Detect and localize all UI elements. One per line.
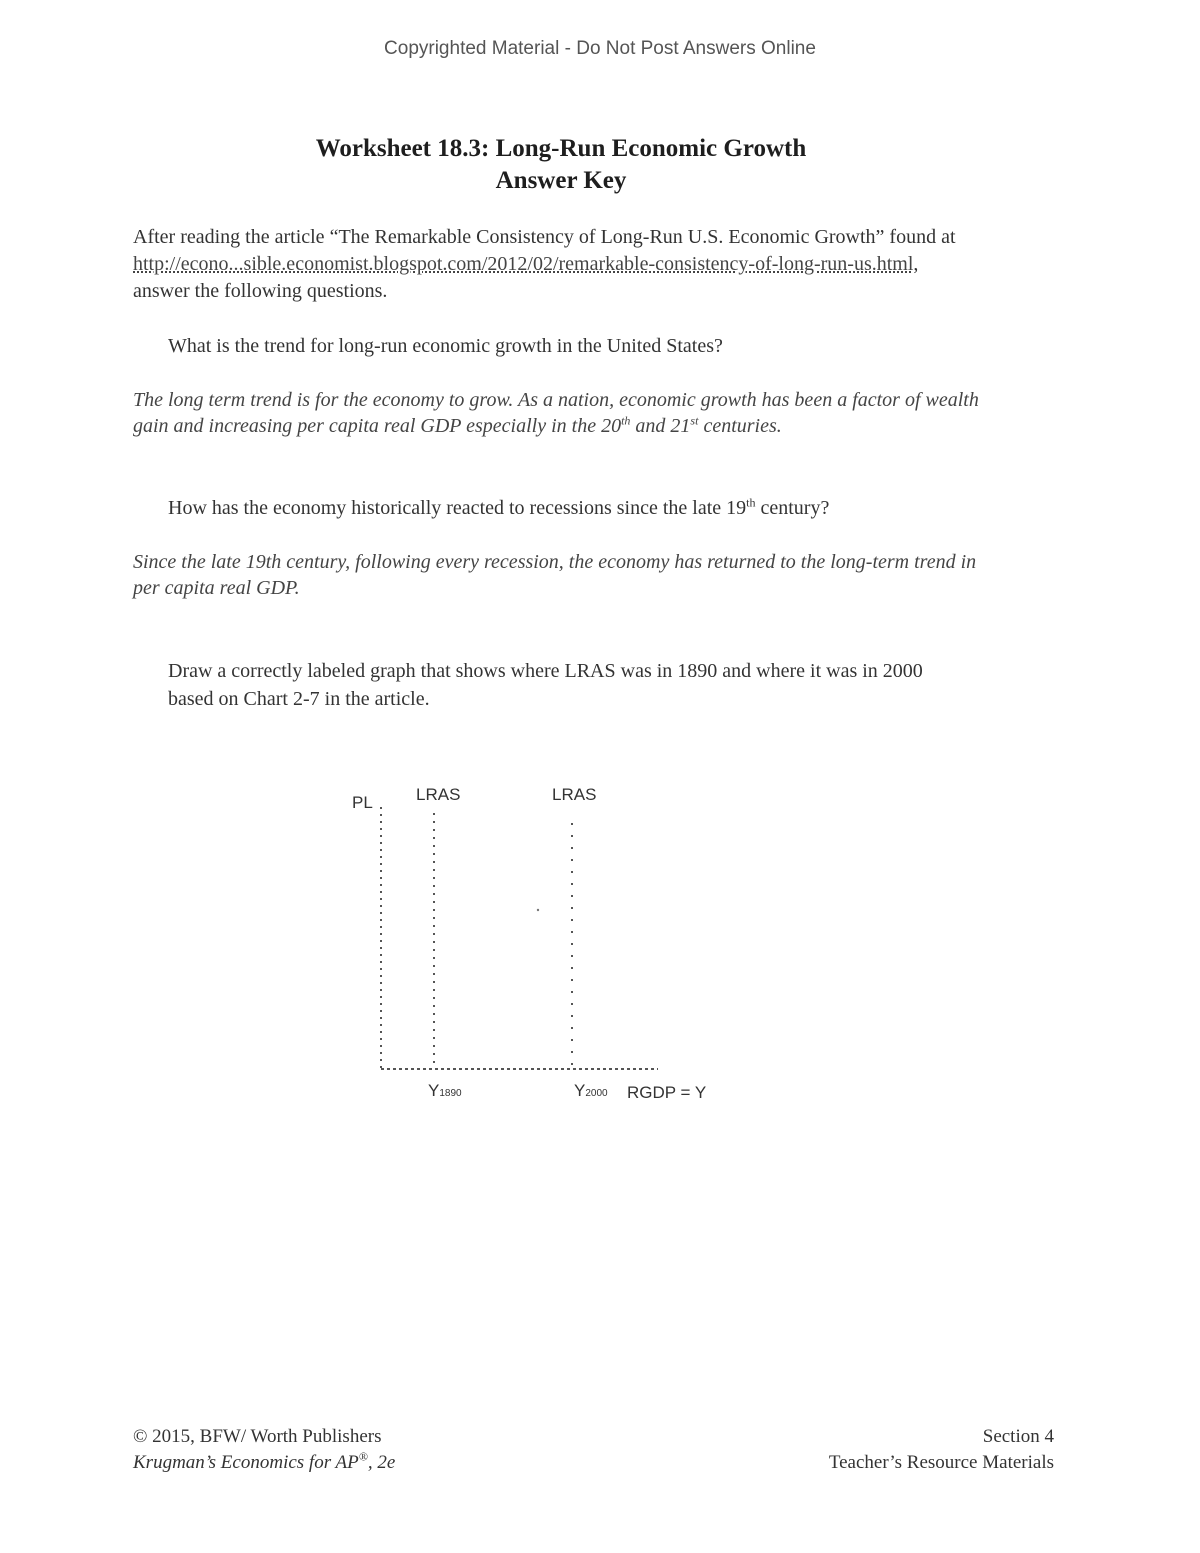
question-2-text-end: century? (755, 497, 830, 519)
answer-1-sup-st: st (690, 413, 699, 428)
x-tick-y2000-sub: 2000 (585, 1088, 608, 1099)
answer-1-text-end: centuries. (698, 415, 782, 437)
copyright-watermark: Copyrighted Material - Do Not Post Answers Online (384, 38, 816, 59)
book-title-line (133, 1450, 395, 1476)
section-label: Section 4 (982, 1426, 1054, 1447)
x-tick-y1890-letter: Y (428, 1081, 440, 1100)
answer-1-text: The long term trend is for the economy to grow. As a nation, economic growth has been a factor of wealth gain and increasing per capita real GDP especially in the 20 (133, 389, 979, 437)
question-3: Draw a correctly labeled graph that shows where LRAS was in 1890 and where it was in 2000 based on Chart 2-7 in the article. (168, 660, 923, 710)
y-axis-label: PL (352, 793, 373, 812)
registered-mark: ® (358, 1449, 368, 1464)
x-axis-label: RGDP = Y (627, 1083, 707, 1102)
intro-text-end: , answer the following questions. (133, 253, 919, 302)
worksheet-title: Worksheet 18.3: Long-Run Economic Growth (315, 135, 807, 162)
article-link[interactable]: http://econo...sible.economist.blogspot.com/2012/02/remarkable-consistency-of-long-run-us.html (133, 253, 914, 275)
question-2 (168, 494, 829, 522)
footer-right (829, 1424, 1054, 1476)
lras-1890-label: LRAS (416, 785, 461, 804)
lras-graph-svg (340, 775, 760, 1115)
answer-2: Since the late 19th century, following every recession, the economy has returned to the long-term trend in per capita real GDP. (133, 551, 977, 599)
answer-key-subtitle: Answer Key (495, 167, 627, 194)
edition: , 2e (367, 1452, 396, 1473)
question-2-text: How has the economy historically reacted to recessions since the late 19 (168, 497, 747, 519)
resource-label: Teacher’s Resource Materials (828, 1452, 1054, 1473)
answer-1-sup-th: th (621, 413, 631, 428)
question-1: What is the trend for long-run economic growth in the United States? (168, 335, 723, 357)
x-tick-y2000-letter: Y (574, 1081, 586, 1100)
stray-mark (537, 909, 539, 911)
intro-text: After reading the article “The Remarkable Consistency of Long-Run U.S. Economic Growth” found at (133, 226, 956, 248)
question-2-sup: th (746, 495, 756, 510)
x-tick-y2000 (574, 1081, 608, 1101)
book-title: Krugman’s Economics for AP (133, 1452, 359, 1473)
footer-left (133, 1424, 395, 1476)
publisher-line: © 2015, BFW/ Worth Publishers (133, 1426, 382, 1447)
lras-2000-label: LRAS (552, 785, 597, 804)
intro-paragraph (133, 224, 963, 305)
answer-1 (133, 387, 993, 439)
x-tick-y1890-sub: 1890 (439, 1088, 462, 1099)
x-tick-y1890 (428, 1081, 462, 1101)
lras-graph (340, 775, 760, 1115)
answer-1-text-mid: and 21 (630, 415, 691, 437)
